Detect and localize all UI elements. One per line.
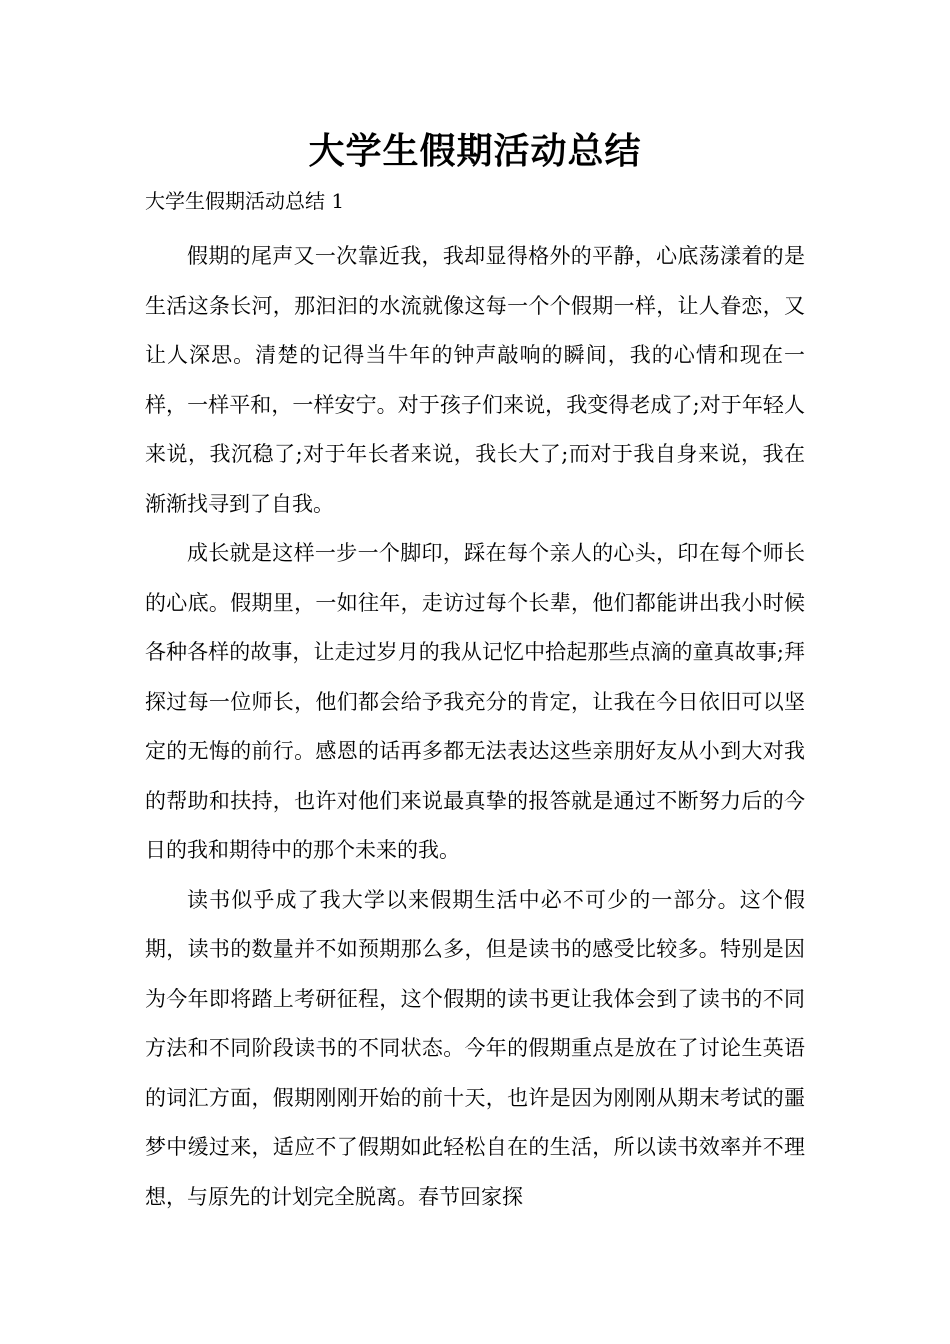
paragraph-1: 假期的尾声又一次靠近我，我却显得格外的平静，心底荡漾着的是生活这条长河，那汩汩的水流就像这每一个个假期一样，让人眷恋，又让人深思。清楚的记得当牛年的钟声敲响的瞬间，我的心情和现在一样，一样平和，一样安宁。对于孩子们来说，我变得老成了;对于年轻人来说，我沉稳了;对于年长者来说，我长大了;而对于我自身来说，我在渐渐找寻到了自我。 (145, 244, 805, 516)
document-title: 大学生假期活动总结 (308, 131, 642, 172)
paragraph-2: 成长就是这样一步一个脚印，踩在每个亲人的心头，印在每个师长的心底。假期里，一如往年，走访过每个长辈，他们都能讲出我小时候各种各样的故事，让走过岁月的我从记忆中拾起那些点滴的童真故事;拜探过每一位师长，他们都会给予我充分的肯定，让我在今日依旧可以坚定的无悔的前行。感恩的话再多都无法表达这些亲朋好友从小到大对我的帮助和扶持，也许对他们来说最真挚的报答就是通过不断努力后的今日的我和期待中的那个未来的我。 (145, 541, 805, 862)
section-subtitle: 大学生假期活动总结 1 (145, 189, 345, 213)
document-body (145, 232, 805, 1222)
paragraph-3: 读书似乎成了我大学以来假期生活中必不可少的一部分。这个假期，读书的数量并不如预期那么多，但是读书的感受比较多。特别是因为今年即将踏上考研征程，这个假期的读书更让我体会到了读书的不同方法和不同阶段读书的不同状态。今年的假期重点是放在了讨论生英语的词汇方面，假期刚刚开始的前十天，也许是因为刚刚从期末考试的噩梦中缓过来，适应不了假期如此轻松自在的生活，所以读书效率并不理想，与原先的计划完全脱离。春节回家探 (145, 887, 805, 1209)
